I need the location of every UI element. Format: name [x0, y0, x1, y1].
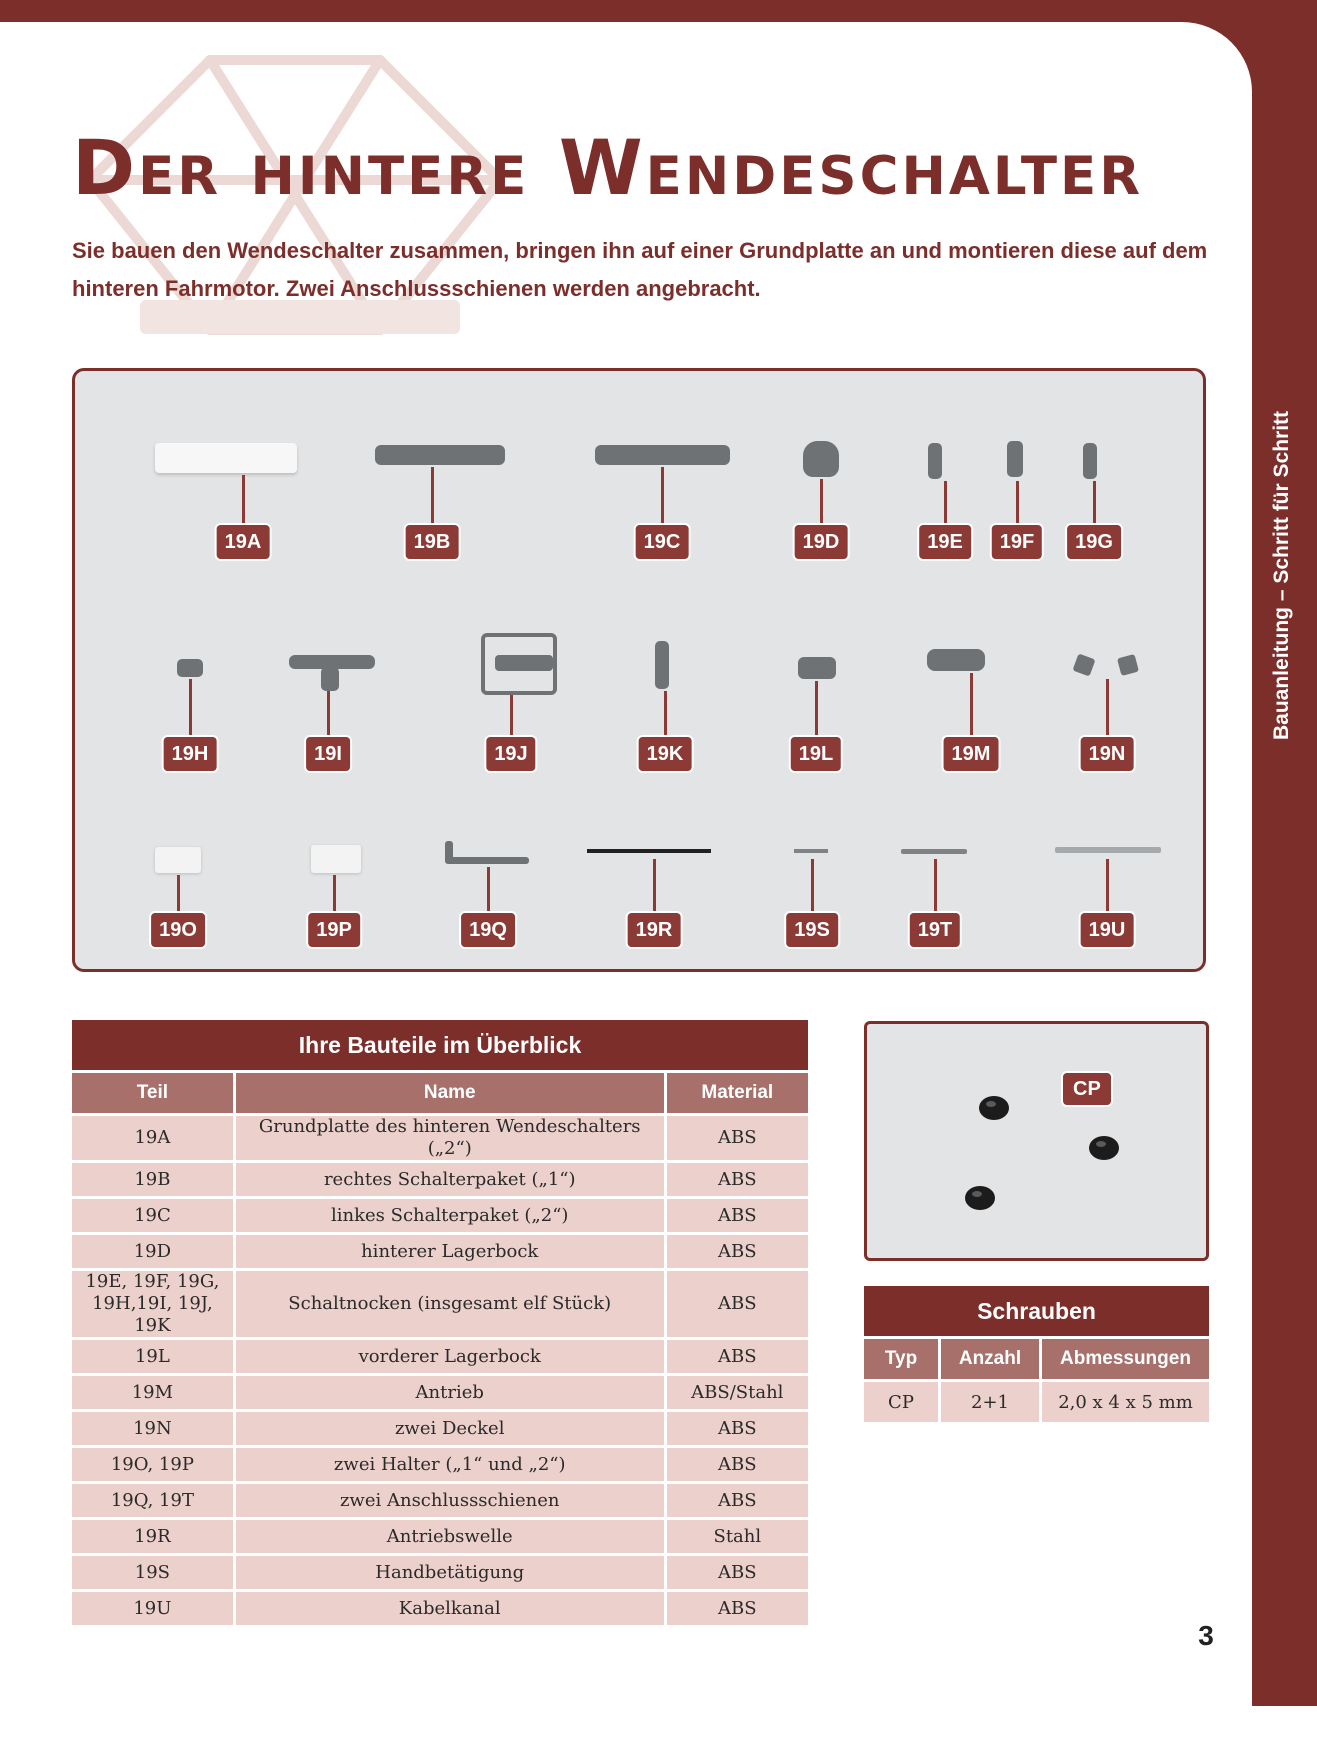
label-19D: 19D [793, 523, 850, 561]
table-row: 19B rechtes Schalterpaket („1“) ABS [72, 1163, 808, 1199]
label-19S: 19S [784, 911, 840, 949]
table-row: 19S Handbetätigung ABS [72, 1556, 808, 1592]
parts-overview-table [72, 1020, 808, 1628]
col-header-material: Material [667, 1073, 808, 1116]
label-19U: 19U [1079, 911, 1136, 949]
label-19E: 19E [917, 523, 973, 561]
intro-text: Sie bauen den Wendeschalter zusammen, bringen ihn auf einer Grundplatte an und montieren diese auf dem hinteren Fahrmotor. Zwei Anschlussschienen werden angebracht. [72, 238, 1208, 301]
label-19L: 19L [789, 735, 843, 773]
table-row: 19L vorderer Lagerbock ABS [72, 1340, 808, 1376]
table-row: 19O, 19P zwei Halter („1“ und „2“) ABS [72, 1448, 808, 1484]
screw-label-cp: CP [1061, 1071, 1113, 1107]
screw-icon [977, 1094, 1011, 1124]
label-19M: 19M [942, 735, 1001, 773]
label-19J: 19J [484, 735, 537, 773]
table-row: 19Q, 19T zwei Anschlussschienen ABS [72, 1484, 808, 1520]
col-header-name: Name [236, 1073, 667, 1116]
table-row: 19D hinterer Lagerbock ABS [72, 1235, 808, 1271]
table-row: 19C linkes Schalterpaket („2“) ABS [72, 1199, 808, 1235]
label-19F: 19F [990, 523, 1044, 561]
table-row: 19E, 19F, 19G, 19H,19I, 19J, 19K Schaltnocken (insgesamt elf Stück) ABS [72, 1271, 808, 1340]
page-title: Der hintere Wendeschalter [72, 123, 1144, 212]
label-19R: 19R [626, 911, 683, 949]
parts-photo-panel [72, 368, 1206, 972]
label-19O: 19O [149, 911, 207, 949]
screws-table [864, 1286, 1209, 1422]
table-row: 19M Antrieb ABS/Stahl [72, 1376, 808, 1412]
side-tab-text: Bauanleitung – Schritt für Schritt [1270, 410, 1293, 740]
screw-icon [963, 1184, 997, 1214]
parts-table-title: Ihre Bauteile im Überblick [72, 1020, 808, 1073]
label-19T: 19T [908, 911, 962, 949]
label-19B: 19B [404, 523, 461, 561]
label-19I: 19I [304, 735, 352, 773]
table-row: CP 2+1 2,0 x 4 x 5 mm [864, 1382, 1209, 1422]
page-number: 3 [1198, 1620, 1214, 1651]
col-header-anzahl: Anzahl [941, 1339, 1042, 1382]
label-19G: 19G [1065, 523, 1123, 561]
table-row: 19U Kabelkanal ABS [72, 1592, 808, 1628]
side-band [1246, 0, 1317, 1706]
col-header-typ: Typ [864, 1339, 941, 1382]
label-19Q: 19Q [459, 911, 517, 949]
table-row: 19R Antriebswelle Stahl [72, 1520, 808, 1556]
label-19A: 19A [215, 523, 272, 561]
label-19K: 19K [637, 735, 694, 773]
col-header-teil: Teil [72, 1073, 236, 1116]
screw-icon [1087, 1134, 1121, 1164]
col-header-abmessungen: Abmessungen [1042, 1339, 1209, 1382]
screws-table-title: Schrauben [864, 1286, 1209, 1339]
label-19N: 19N [1079, 735, 1136, 773]
label-19H: 19H [162, 735, 219, 773]
screws-photo-panel [864, 1021, 1209, 1261]
label-19P: 19P [306, 911, 362, 949]
table-row: 19A Grundplatte des hinteren Wendeschalters („2“) ABS [72, 1116, 808, 1163]
table-row: 19N zwei Deckel ABS [72, 1412, 808, 1448]
label-19C: 19C [634, 523, 691, 561]
